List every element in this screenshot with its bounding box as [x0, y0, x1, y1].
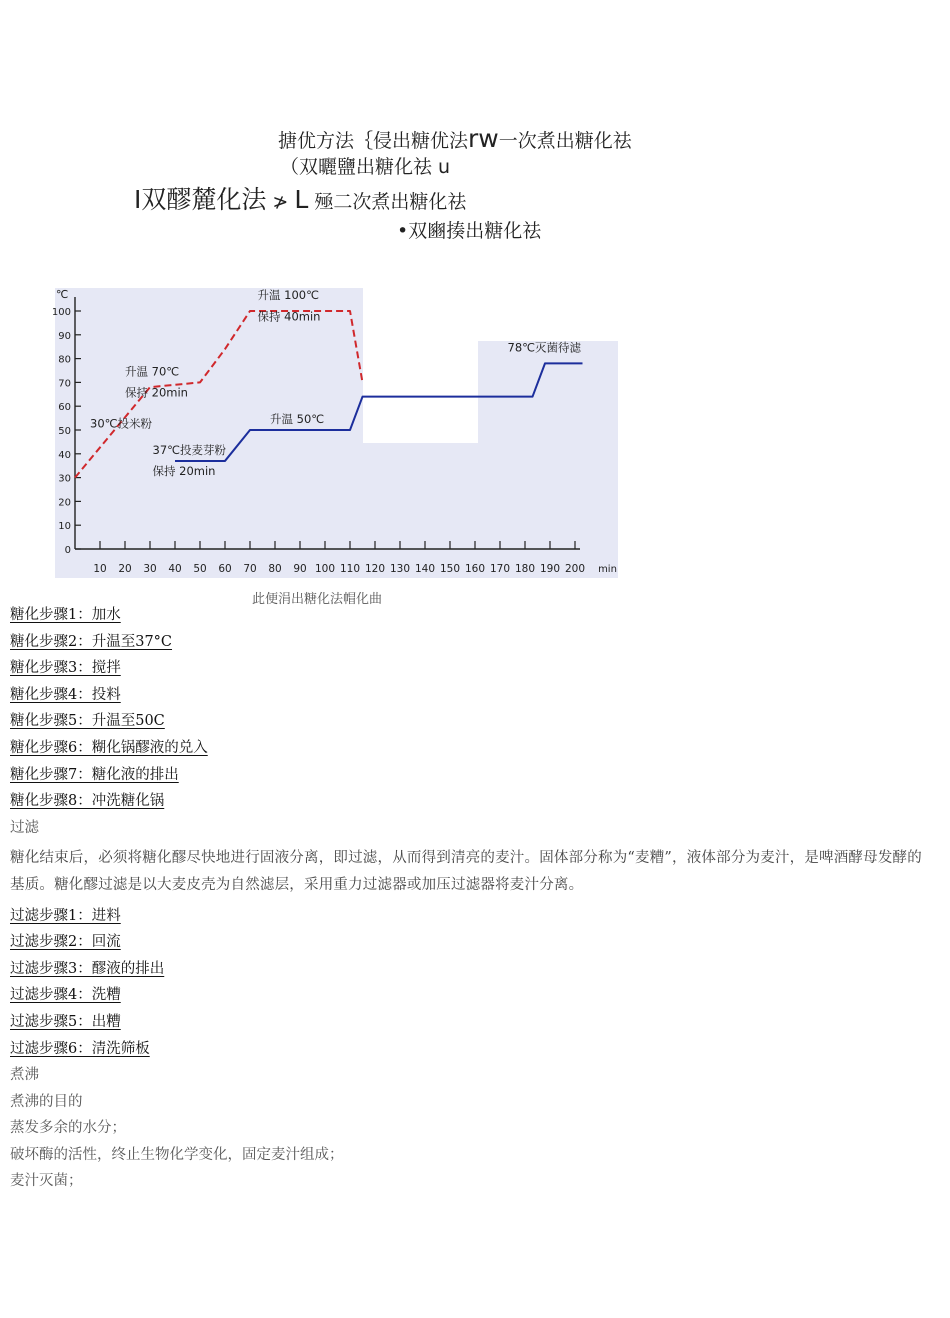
x-tick-label: 160: [464, 563, 486, 575]
annotation-7: 37℃投麦芽粉: [152, 442, 227, 457]
x-tick-label: 40: [168, 563, 182, 575]
filter-step-4[interactable]: 过滤步骤4：洗糟: [10, 987, 121, 1004]
y-tick-label: 90: [58, 330, 71, 342]
y-tick-label: 0: [64, 545, 71, 556]
boiling-heading: 煮沸: [10, 1067, 39, 1084]
sacch-step-7[interactable]: 糖化步骤7：糖化液的排出: [10, 766, 179, 783]
x-axis-unit-label: min: [598, 564, 617, 575]
x-tick-label: 80: [268, 563, 282, 575]
y-tick-label: 70: [58, 378, 71, 390]
y-tick-label: 20: [58, 497, 71, 509]
x-tick-label: 10: [93, 563, 107, 575]
filter-step-1[interactable]: 过滤步骤1：进料: [10, 907, 121, 924]
chart-bg-left: [55, 288, 363, 578]
sacch-step-4[interactable]: 糖化步骤4：投料: [10, 686, 121, 703]
y-tick-label: 10: [58, 521, 71, 533]
y-tick-label: 100: [51, 307, 71, 318]
x-tick-label: 60: [218, 563, 232, 575]
x-tick-label: 170: [489, 563, 511, 575]
x-tick-label: 70: [243, 563, 257, 575]
chart-bg-right: [478, 341, 618, 578]
method-line-3-b: ≯: [272, 191, 289, 213]
y-tick-label: 30: [58, 473, 71, 485]
boiling-item-2: 破坏酶的活性，终止生物化学变化，固定麦汁组成；: [10, 1146, 344, 1163]
y-tick-label: 40: [58, 449, 71, 461]
method-line-1-a: 搪优方法｛侵出糖优法: [278, 130, 469, 152]
filter-step-6[interactable]: 过滤步骤6：清洗筛板: [10, 1040, 150, 1057]
chart-caption: 此便涓出糖化法帽化曲: [252, 592, 383, 607]
method-line-1-c: 一次煮出糖化祛: [498, 130, 632, 152]
x-tick-label: 50: [193, 563, 207, 575]
method-line-3: [134, 180, 466, 216]
method-line-1-b: rw: [468, 124, 499, 153]
annotation-3: 升温 70℃: [125, 364, 180, 379]
sacch-step-2[interactable]: 糖化步骤2：升温至37°C: [10, 633, 173, 650]
method-line-1: [278, 124, 632, 153]
method-line-2: （双曬鹽出糖化祛 u: [280, 156, 451, 178]
annotation-4: 保持 20min: [125, 385, 188, 400]
method-line-3-c: L: [294, 185, 309, 214]
sacch-step-6[interactable]: 糖化步骤6：糊化锅醪液的兑入: [10, 739, 208, 756]
boiling-item-3: 麦汁灭菌；: [10, 1173, 83, 1190]
filter-step-3[interactable]: 过滤步骤3：醪液的排出: [10, 960, 165, 977]
annotation-1: 升温 100℃: [257, 288, 320, 303]
annotation-5: 30℃投米粉: [90, 416, 153, 431]
annotation-6: 升温 50℃: [270, 411, 325, 426]
x-tick-label: 100: [314, 563, 336, 575]
annotation-9: 78℃灭菌待滤: [507, 340, 582, 355]
method-line-3-d: 殛二次煮出糖化祛: [314, 191, 467, 213]
sacch-step-3[interactable]: 糖化步骤3：搅拌: [10, 660, 121, 677]
chart-bg-middle: [363, 443, 478, 578]
x-tick-label: 30: [143, 563, 157, 575]
sacch-step-8[interactable]: 糖化步骤8：冲洗糖化锅: [10, 793, 165, 810]
x-tick-label: 140: [414, 563, 436, 575]
boiling-purpose-heading: 煮沸的目的: [10, 1093, 83, 1110]
sacch-step-5[interactable]: 糖化步骤5：升温至50C: [10, 713, 165, 730]
filtration-paragraph: 糖化结束后，必须将糖化醪尽快地进行固液分离，即过滤，从而得到清亮的麦汁。固体部分称为“麦糟”，液体部分为麦汁，是啤酒酵母发酵的基质。糖化醪过滤是以大麦皮壳为自然滤层，采用重力过滤器或加压过滤器将麦汁分离。: [10, 850, 922, 893]
x-tick-label: 90: [293, 563, 307, 575]
y-tick-label: 50: [58, 426, 71, 437]
filtration-heading: 过滤: [10, 819, 39, 836]
sacch-step-1[interactable]: 糖化步骤1：加水: [10, 607, 121, 623]
x-tick-label: 190: [539, 563, 561, 575]
filter-step-5[interactable]: 过滤步骤5：出糟: [10, 1013, 121, 1030]
x-tick-label: 130: [389, 563, 411, 575]
x-tick-label: 110: [339, 563, 361, 575]
saccharification-steps: [10, 602, 935, 1195]
chart-svg: [50, 283, 625, 583]
boiling-item-1: 蒸发多余的水分；: [10, 1120, 126, 1137]
y-axis-unit-label: ℃: [56, 288, 69, 301]
annotation-8: 保持 20min: [152, 464, 216, 479]
x-tick-label: 180: [514, 563, 536, 575]
y-tick-label: 80: [58, 354, 71, 366]
x-tick-label: 200: [564, 563, 586, 575]
method-line-3-a: Ⅰ双醪麓化法: [134, 185, 267, 214]
y-tick-label: 60: [58, 402, 71, 414]
annotation-2: 保持 40min: [257, 309, 321, 324]
x-tick-label: 150: [439, 563, 461, 575]
filter-step-2[interactable]: 过滤步骤2：回流: [10, 934, 121, 951]
temperature-chart: [50, 283, 625, 583]
x-tick-label: 20: [118, 563, 132, 575]
x-tick-label: 120: [364, 563, 386, 575]
method-line-4: •双豳揍出糖化祛: [397, 220, 542, 242]
